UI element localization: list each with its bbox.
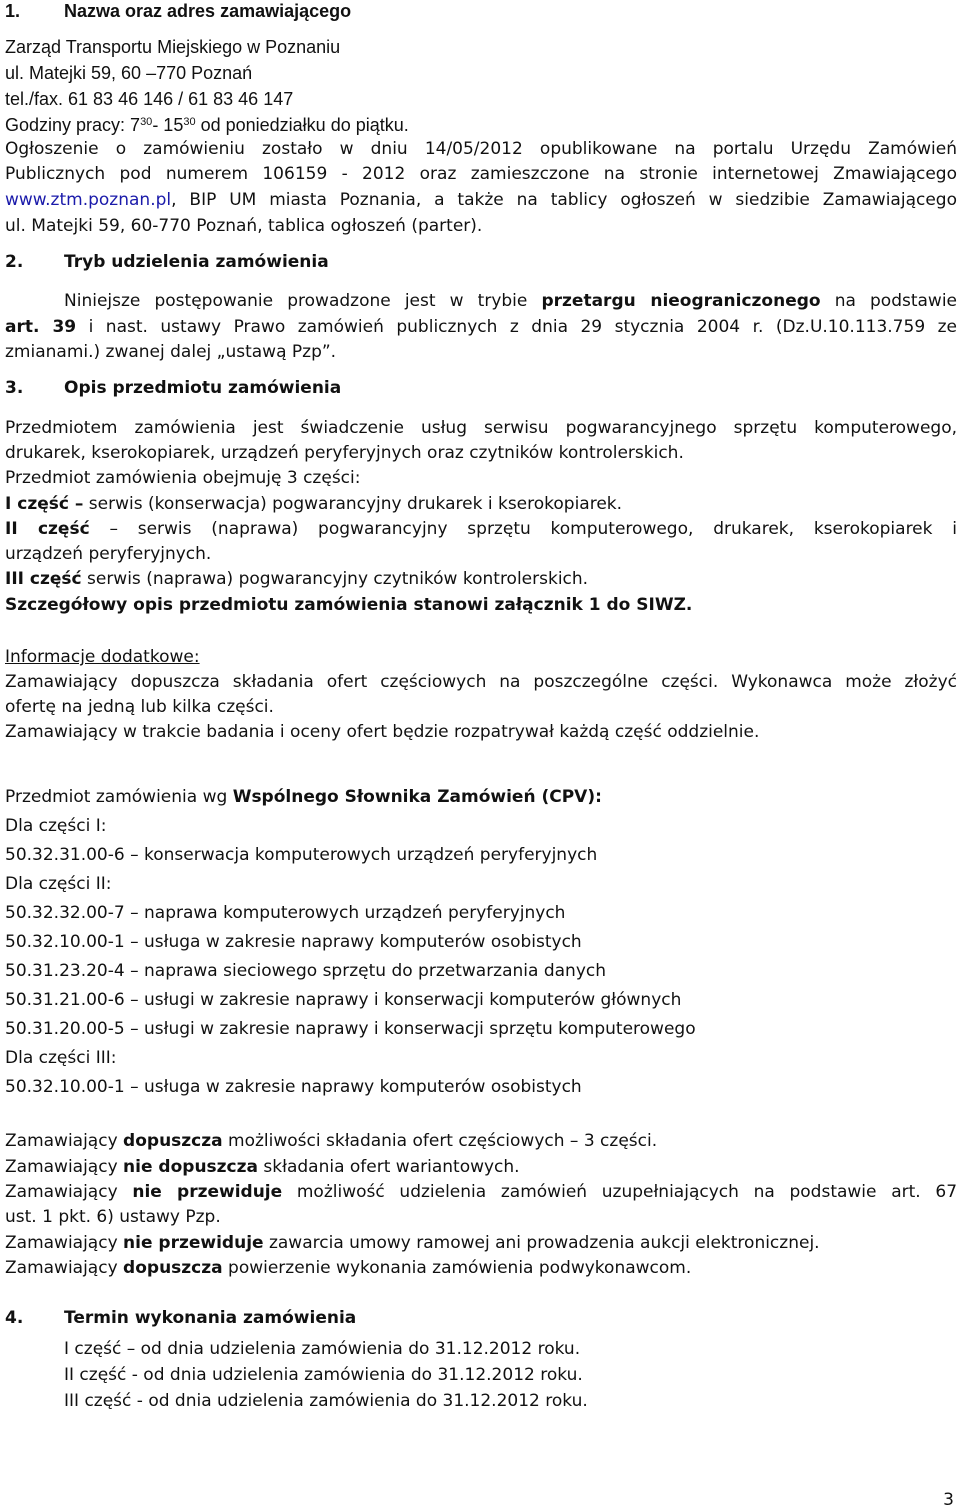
procedure-line-3: zmianami.) zwanej dalej „ustawą Pzp”. (5, 342, 337, 362)
deadline-part-1: I część – od dnia udzielenia zamówienia do 31.12.2012 roku. (64, 1339, 581, 1359)
term-supplementary: Zamawiający nie przewiduje możliwość udzielenia zamówień uzupełniających na podstawie art. 67 (5, 1182, 958, 1202)
cpv-part-2-heading: Dla części II: (5, 874, 112, 894)
term-subcontracting: Zamawiający dopuszcza powierzenie wykonania zamówienia podwykonawcom. (5, 1258, 692, 1278)
term-supplementary-cont: ust. 1 pkt. 6) ustawy Pzp. (5, 1207, 221, 1227)
additional-info-3: Zamawiający w trakcie badania i oceny ofert będzie rozpatrywał każdą część oddzielnie. (5, 722, 760, 742)
notice-line-1: Ogłoszenie o zamówieniu zostało w dniu 14/05/2012 opublikowane na portalu Urzędu Zamówień (5, 139, 957, 159)
cpv-item: 50.32.31.00-6 – konserwacja komputerowych urządzeń peryferyjnych (5, 845, 598, 865)
detail-note: Szczegółowy opis przedmiotu zamówienia stanowi załącznik 1 do SIWZ. (5, 595, 693, 615)
deadline-part-3: III część - od dnia udzielenia zamówienia do 31.12.2012 roku. (64, 1391, 588, 1411)
term-partial-offers: Zamawiający dopuszcza możliwości składania ofert częściowych – 3 części. (5, 1131, 658, 1151)
subject-parts-intro: Przedmiot zamówienia obejmuję 3 części: (5, 468, 361, 488)
part-2-cont: urządzeń peryferyjnych. (5, 544, 212, 564)
cpv-item: 50.31.20.00-5 – usługi w zakresie naprawy i konserwacji sprzętu komputerowego (5, 1019, 696, 1039)
cpv-item: 50.32.10.00-1 – usługa w zakresie naprawy komputerów osobistych (5, 932, 582, 952)
org-phone: tel./fax. 61 83 46 146 / 61 83 46 147 (5, 89, 294, 109)
notice-line-3: www.ztm.poznan.pl, BIP UM miasta Poznania, a także na tablicy ogłoszeń w siedzibie Zamawiającego (5, 190, 957, 210)
term-variant-offers: Zamawiający nie dopuszcza składania ofert wariantowych. (5, 1157, 520, 1177)
org-name: Zarząd Transportu Miejskiego w Poznaniu (5, 37, 341, 57)
part-3: III część serwis (naprawa) pogwarancyjny czytników kontrolerskich. (5, 569, 589, 589)
cpv-item: 50.31.21.00-6 – usługi w zakresie naprawy i konserwacji komputerów głównych (5, 990, 682, 1010)
website-link[interactable]: www.ztm.poznan.pl (5, 190, 172, 210)
additional-info-1: Zamawiający dopuszcza składania ofert częściowych na poszczególne części. Wykonawca może złożyć (5, 672, 957, 692)
org-hours: Godziny pracy: $7^{30}-$ $15^{30}$ od poniedziałku do piątku. (5, 115, 409, 135)
section-3-heading: 3. Opis przedmiotu zamówienia (5, 378, 342, 398)
cpv-part-3-heading: Dla części III: (5, 1048, 117, 1068)
cpv-item: 50.32.10.00-1 – usługa w zakresie naprawy komputerów osobistych (5, 1077, 582, 1097)
section-2-heading: 2. Tryb udzielenia zamówienia (5, 252, 329, 272)
org-address: ul. Matejki 59, 60 –770 Poznań (5, 63, 253, 83)
subject-line-1: Przedmiotem zamówienia jest świadczenie usług serwisu pogwarancyjnego sprzętu komputerowego, (5, 418, 957, 438)
part-1: I część – serwis (konserwacja) pogwarancyjny drukarek i kserokopiarek. (5, 494, 623, 514)
procedure-line-2: art. 39 i nast. ustawy Prawo zamówień publicznych z dnia 29 stycznia 2004 r. (Dz.U.10.113.759 ze (5, 317, 957, 337)
additional-info-2: ofertę na jedną lub kilka części. (5, 697, 274, 717)
cpv-item: 50.31.23.20-4 – naprawa sieciowego sprzętu do przetwarzania danych (5, 961, 607, 981)
notice-line-4: ul. Matejki 59, 60-770 Poznań, tablica ogłoszeń (parter). (5, 216, 483, 236)
notice-line-2: Publicznych pod numerem 106159 - 2012 oraz zamieszczone na stronie internetowej Zmawiającego (5, 164, 957, 184)
additional-info-title: Informacje dodatkowe: (5, 647, 200, 667)
part-2: II część – serwis (naprawa) pogwarancyjny sprzętu komputerowego, drukarek, kserokopiarek i (5, 519, 957, 539)
cpv-item: 50.32.32.00-7 – naprawa komputerowych urządzeń peryferyjnych (5, 903, 566, 923)
term-framework: Zamawiający nie przewiduje zawarcia umowy ramowej ani prowadzenia aukcji elektronicznej. (5, 1233, 820, 1253)
section-4-heading: 4. Termin wykonania zamówienia (5, 1308, 357, 1328)
subject-line-2: drukarek, kserokopiarek, urządzeń peryferyjnych oraz czytników kontrolerskich. (5, 443, 684, 463)
cpv-intro: Przedmiot zamówienia wg Wspólnego Słownika Zamówień (CPV): (5, 787, 602, 807)
procedure-line-1: Niniejsze postępowanie prowadzone jest w trybie przetargu nieograniczonego na podstawie (64, 291, 958, 311)
deadline-part-2: II część - od dnia udzielenia zamówienia do 31.12.2012 roku. (64, 1365, 583, 1385)
section-1-heading: 1. Nazwa oraz adres zamawiającego (5, 1, 352, 21)
cpv-part-1-heading: Dla części I: (5, 816, 107, 836)
page-number: 3 (943, 1490, 954, 1510)
